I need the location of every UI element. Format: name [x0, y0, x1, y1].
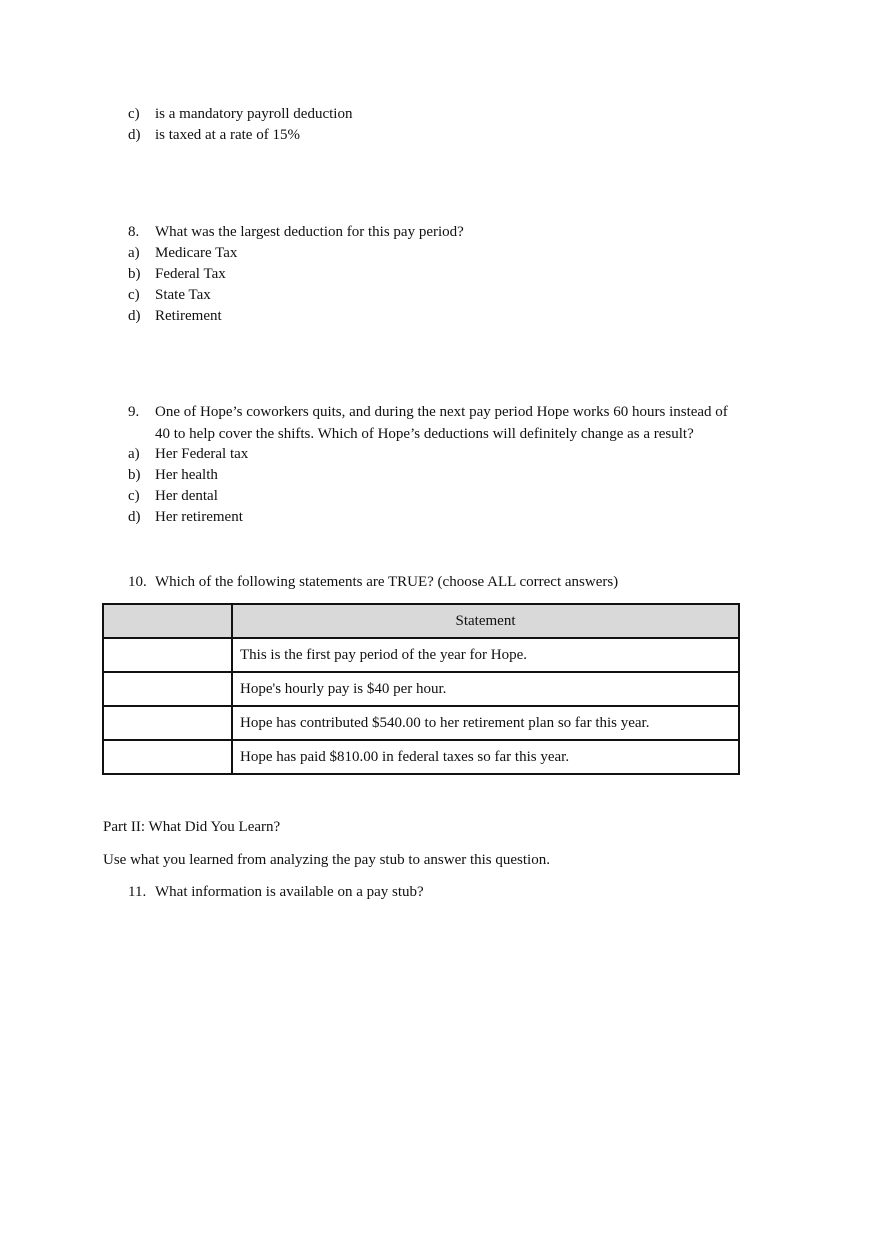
statement-cell: Hope's hourly pay is $40 per hour.: [232, 672, 739, 706]
q8-option-b-text: Federal Tax: [155, 266, 226, 282]
q8-prompt: What was the largest deduction for this pay period?: [155, 224, 464, 240]
table-row: [103, 672, 739, 706]
statement-cell: Hope has paid $810.00 in federal taxes so far this year.: [232, 740, 739, 774]
q9-option-b-label: b): [128, 467, 141, 483]
q8-option-d-label: d): [128, 308, 141, 324]
answer-cell[interactable]: [103, 638, 232, 672]
q9-prompt-line1: One of Hope’s coworkers quits, and during the next pay period Hope works 60 hours instead of: [155, 404, 728, 420]
q9-option-a-text: Her Federal tax: [155, 446, 249, 462]
answer-column-header: [103, 604, 232, 638]
q11-number: 11.: [128, 884, 147, 900]
q9-option-a-label: a): [128, 446, 140, 462]
q8-option-c-label: c): [128, 287, 140, 303]
q8-number: 8.: [128, 224, 140, 240]
table-row: [103, 740, 739, 774]
answer-cell[interactable]: [103, 672, 232, 706]
statement-cell: This is the first pay period of the year for Hope.: [232, 638, 739, 672]
q8-option-c-text: State Tax: [155, 287, 211, 303]
part-2-instructions: Use what you learned from analyzing the pay stub to answer this question.: [103, 852, 550, 868]
q8-option-b-label: b): [128, 266, 141, 282]
q7-option-c-text: is a mandatory payroll deduction: [155, 106, 353, 122]
table-row: [103, 706, 739, 740]
q9-option-c-text: Her dental: [155, 488, 218, 504]
q9-option-d-label: d): [128, 509, 141, 525]
q7-option-d-label: d): [128, 127, 141, 143]
q7-option-d-text: is taxed at a rate of 15%: [155, 127, 300, 143]
q7-option-c-label: c): [128, 106, 140, 122]
q8-option-a-label: a): [128, 245, 140, 261]
q9-number: 9.: [128, 404, 140, 420]
table-row: [103, 638, 739, 672]
q10-number: 10.: [128, 574, 147, 590]
table-header-row: [103, 604, 739, 638]
q10-prompt: Which of the following statements are TRUE? (choose ALL correct answers): [155, 574, 619, 590]
q9-option-c-label: c): [128, 488, 140, 504]
q9-option-b-text: Her health: [155, 467, 218, 483]
q9-prompt-line2: 40 to help cover the shifts. Which of Hope’s deductions will definitely change as a result?: [155, 426, 694, 442]
q11-prompt: What information is available on a pay stub?: [155, 884, 424, 900]
q8-option-a-text: Medicare Tax: [155, 245, 238, 261]
q9-option-d-text: Her retirement: [155, 509, 243, 525]
answer-cell[interactable]: [103, 706, 232, 740]
answer-cell[interactable]: [103, 740, 232, 774]
statement-column-header: Statement: [232, 604, 739, 638]
statements-table: [102, 603, 740, 775]
q8-option-d-text: Retirement: [155, 308, 222, 324]
statement-cell: Hope has contributed $540.00 to her retirement plan so far this year.: [232, 706, 739, 740]
part-2-heading: Part II: What Did You Learn?: [103, 819, 281, 835]
